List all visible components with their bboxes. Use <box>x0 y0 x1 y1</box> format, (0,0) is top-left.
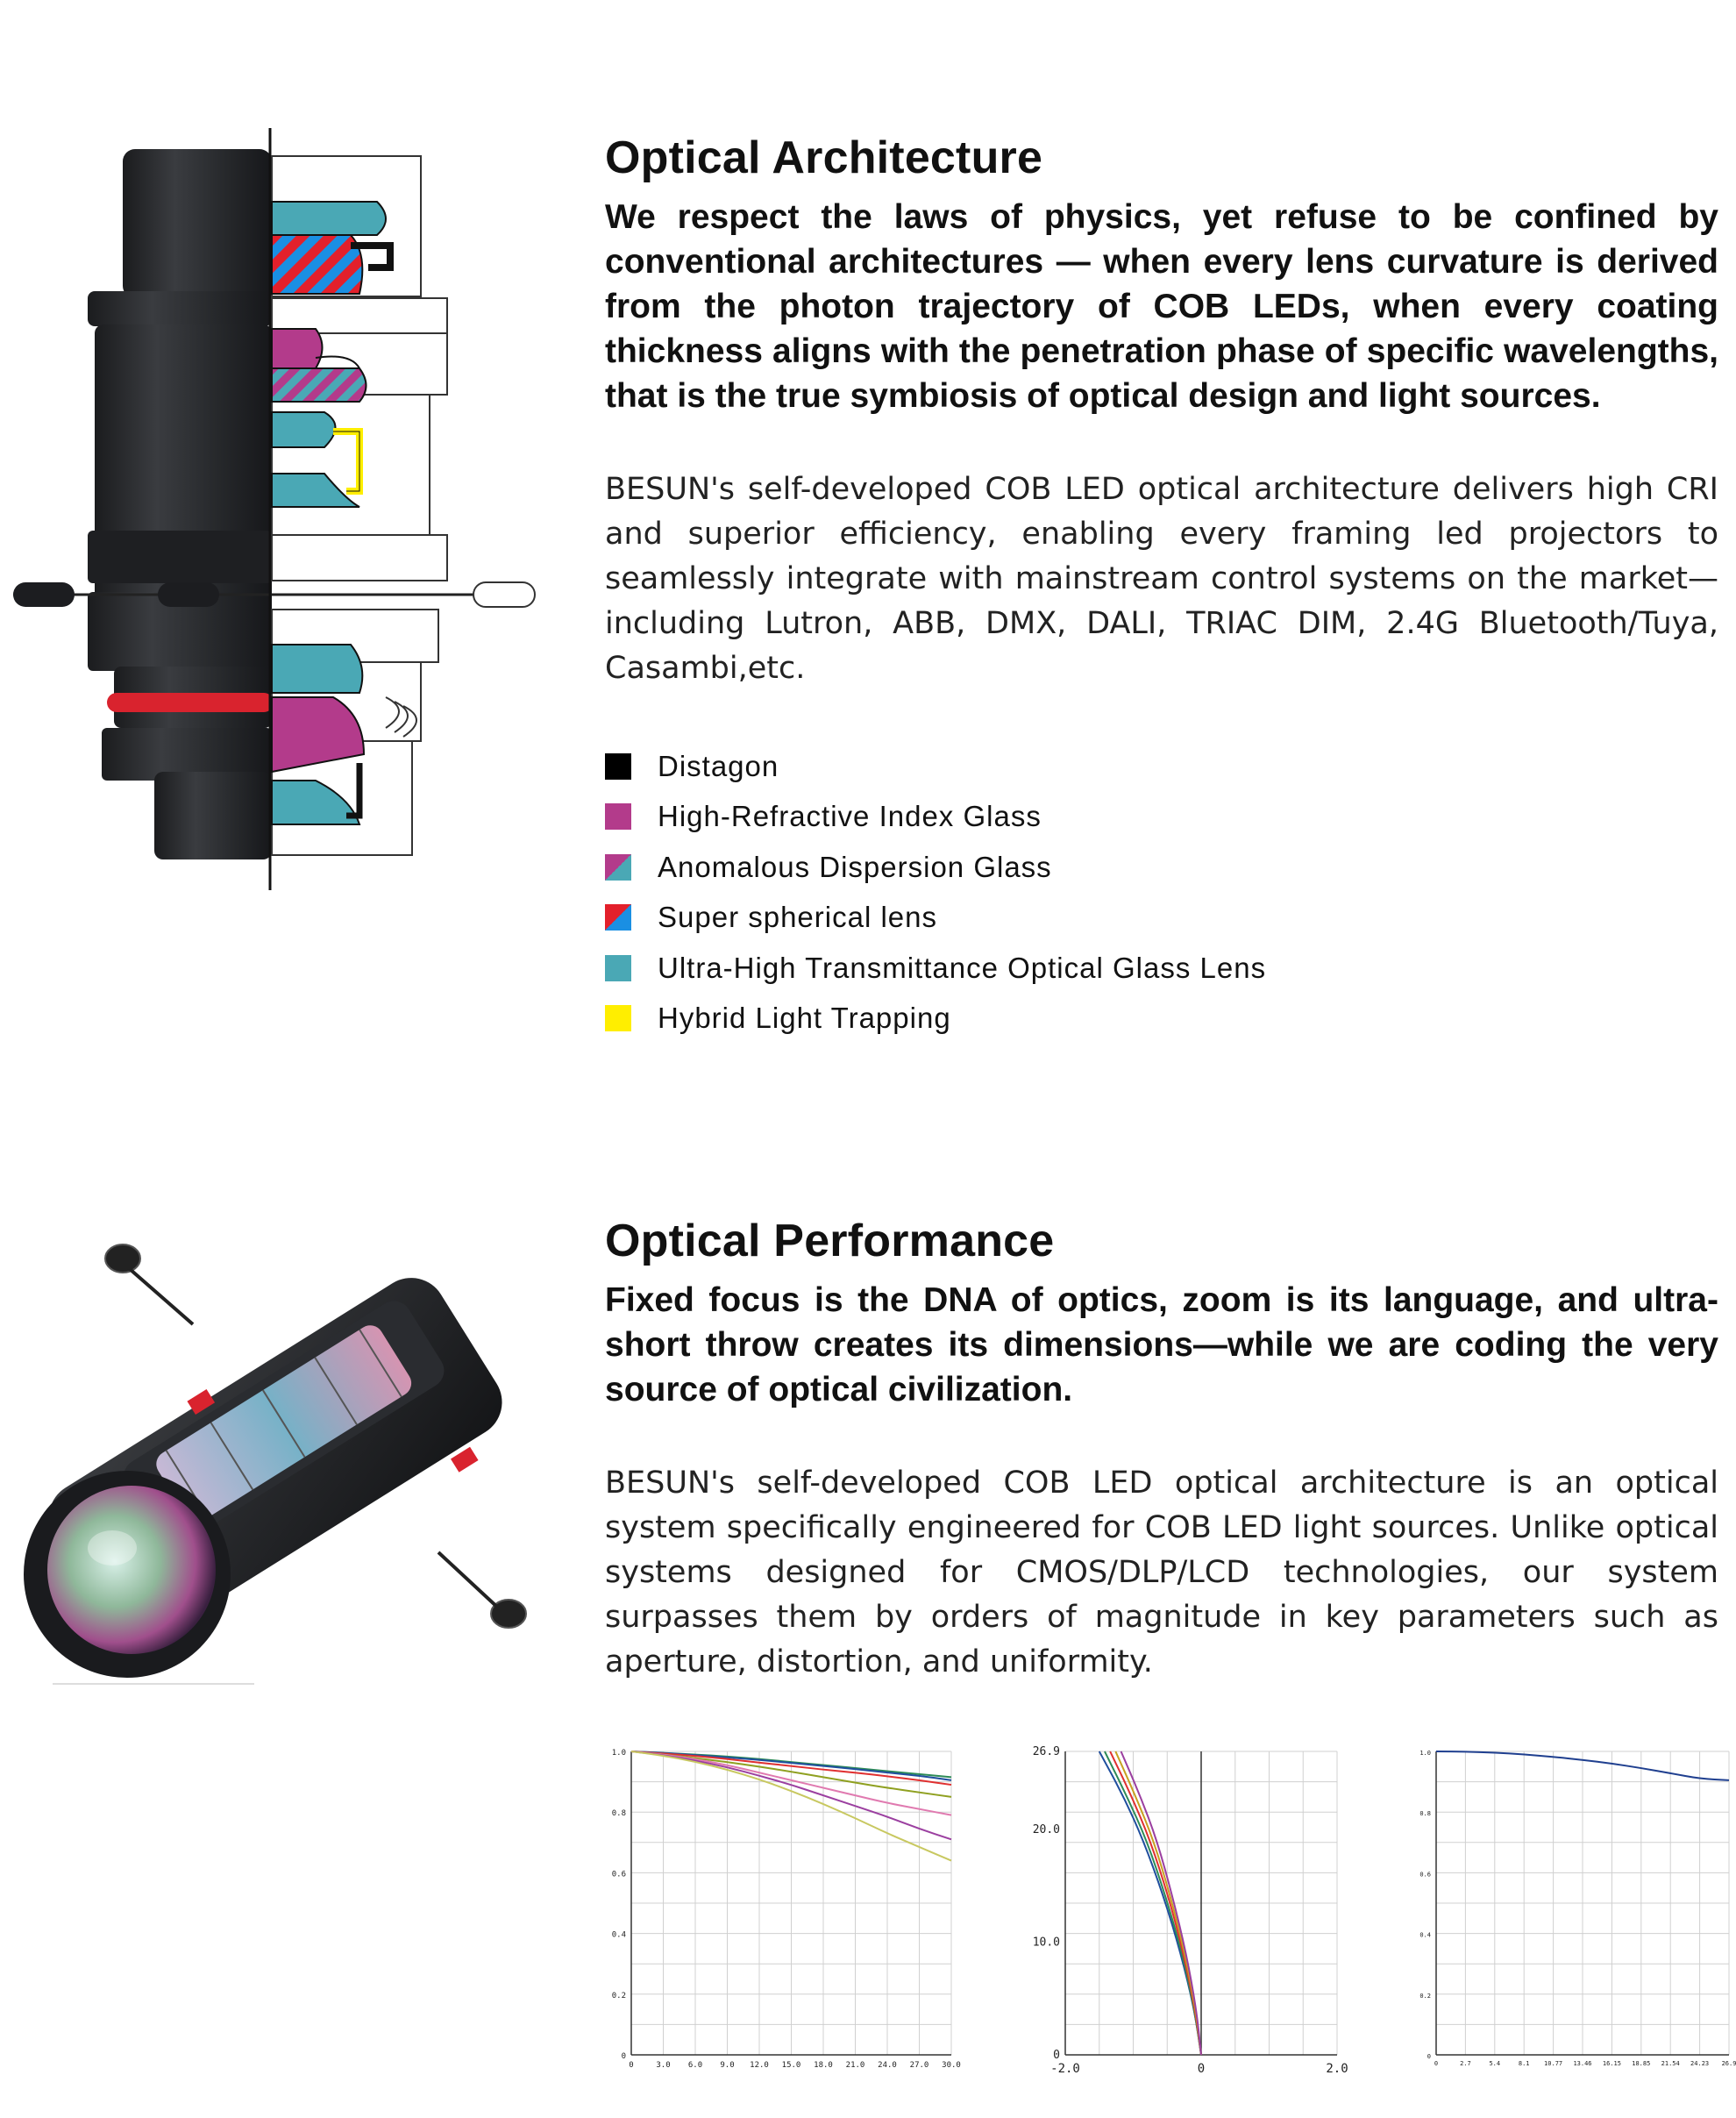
ultra-high-transmittance-swatch-icon <box>605 955 631 981</box>
x-tick-label: 18.0 <box>814 2061 833 2070</box>
relative-illumination-chart <box>1412 1741 1736 2083</box>
legend-label: Distagon <box>658 749 779 782</box>
lens-cutaway-render <box>9 1202 552 1701</box>
legend-item <box>605 943 1266 994</box>
x-tick-label: 13.46 <box>1573 2060 1592 2067</box>
performance-body: BESUN's self-developed COB LED optical architecture is an optical system specifically engineered for COB LED light sources. Unlike optical systems designed for CMOS/DLP/LCD technologies, our system surpasses them by orders of magnitude in key parameters such as aperture, distortion, and uniformity. <box>605 1465 1718 1679</box>
y-tick-label: 0.4 <box>611 1930 626 1940</box>
y-tick-label: 0 <box>621 2052 626 2061</box>
x-tick-label: 5.4 <box>1489 2060 1501 2067</box>
y-tick-label: 1.0 <box>611 1749 626 1758</box>
y-tick-label: 0.8 <box>1419 1810 1431 1818</box>
x-tick-label: 9.0 <box>720 2061 735 2070</box>
legend-label: Super spherical lens <box>658 901 937 934</box>
x-tick-label: 27.0 <box>909 2061 929 2070</box>
legend-item <box>605 741 1266 792</box>
architecture-text <box>605 132 1718 691</box>
architecture-body: BESUN's self-developed COB LED optical architecture delivers high CRI and superior efficiency, enabling every framing led projectors to seamlessly integrate with mainstream control systems on the market—including Lutron, ABB, DMX, DALI, TRIAC DIM, 2.4G Bluetooth/Tuya, Casambi,etc. <box>605 472 1718 686</box>
x-tick-label: 30.0 <box>942 2061 961 2070</box>
x-tick-label: 24.0 <box>878 2061 897 2070</box>
performance-title: Optical Performance <box>605 1216 1055 1266</box>
legend-label: Hybrid Light Trapping <box>658 1002 951 1035</box>
x-tick-label: 2.7 <box>1460 2060 1471 2067</box>
x-tick-label: 0 <box>629 2061 634 2070</box>
x-tick-label: 0 <box>1197 2062 1206 2076</box>
legend-label: Anomalous Dispersion Glass <box>658 850 1052 883</box>
y-tick-label: 0.2 <box>611 1991 626 2000</box>
legend-item <box>605 842 1266 893</box>
lens-cross-section-diagram <box>0 123 544 903</box>
architecture-title: Optical Architecture <box>605 132 1043 183</box>
y-tick-label: 1.0 <box>1419 1750 1431 1757</box>
legend-item <box>605 893 1266 944</box>
y-tick-label: 0.4 <box>1419 1931 1431 1939</box>
y-tick-label: 10.0 <box>1032 1936 1060 1950</box>
x-tick-label: 21.54 <box>1661 2060 1680 2067</box>
x-tick-label: 16.15 <box>1602 2060 1621 2067</box>
x-tick-label: 26.9 <box>1721 2060 1736 2067</box>
legend-item <box>605 792 1266 843</box>
x-tick-label: 24.23 <box>1690 2060 1710 2067</box>
x-tick-label: 3.0 <box>656 2061 671 2070</box>
high-refractive-swatch-icon <box>605 803 631 830</box>
architecture-lead: We respect the laws of physics, yet refuse to be confined by conventional architectures — when every lens curvature is derived from the photon trajectory of COB LEDs, when every coating thickness aligns with the penetration phase of specific wavelengths, that is the true symbiosis of optical design and light sources. <box>605 198 1718 415</box>
super-spherical-swatch-icon <box>605 904 631 931</box>
distagon-swatch-icon <box>605 753 631 780</box>
x-tick-label: 2.0 <box>1326 2062 1348 2076</box>
legend-label: High-Refractive Index Glass <box>658 800 1042 833</box>
y-tick-label: 0.2 <box>1419 1992 1431 2000</box>
material-legend <box>605 741 1266 1044</box>
y-tick-label: 0.8 <box>611 1809 626 1819</box>
x-tick-label: 0 <box>1434 2060 1439 2067</box>
x-tick-label: 15.0 <box>781 2061 801 2070</box>
legend-label: Ultra-High Transmittance Optical Glass Lens <box>658 951 1267 984</box>
x-tick-label: 10.77 <box>1544 2060 1563 2067</box>
performance-text <box>605 1215 1718 1685</box>
y-tick-label: 0 <box>1427 2053 1431 2060</box>
y-tick-label: 20.0 <box>1032 1822 1060 1836</box>
anomalous-dispersion-swatch-icon <box>605 854 631 881</box>
distortion-chart <box>1004 1741 1355 2083</box>
x-tick-label: 8.1 <box>1518 2060 1530 2067</box>
y-tick-label: 26.9 <box>1032 1745 1060 1758</box>
x-tick-label: 6.0 <box>687 2061 703 2070</box>
mtf-chart <box>605 1741 964 2083</box>
hybrid-light-trapping-swatch-icon <box>605 1005 631 1031</box>
x-tick-label: 21.0 <box>845 2061 865 2070</box>
y-tick-label: 0.6 <box>611 1870 626 1879</box>
plot-grid <box>631 1751 951 2055</box>
legend-item <box>605 994 1266 1045</box>
y-tick-label: 0.6 <box>1419 1871 1431 1879</box>
x-tick-label: 18.85 <box>1632 2060 1651 2067</box>
performance-lead: Fixed focus is the DNA of optics, zoom is its language, and ultra-short throw creates its dimensions—while we are coding the very source of optical civilization. <box>605 1281 1718 1408</box>
x-tick-label: -2.0 <box>1050 2062 1080 2076</box>
plot-grid <box>1436 1751 1729 2055</box>
x-tick-label: 12.0 <box>750 2061 769 2070</box>
y-tick-label: 0 <box>1053 2049 1060 2062</box>
